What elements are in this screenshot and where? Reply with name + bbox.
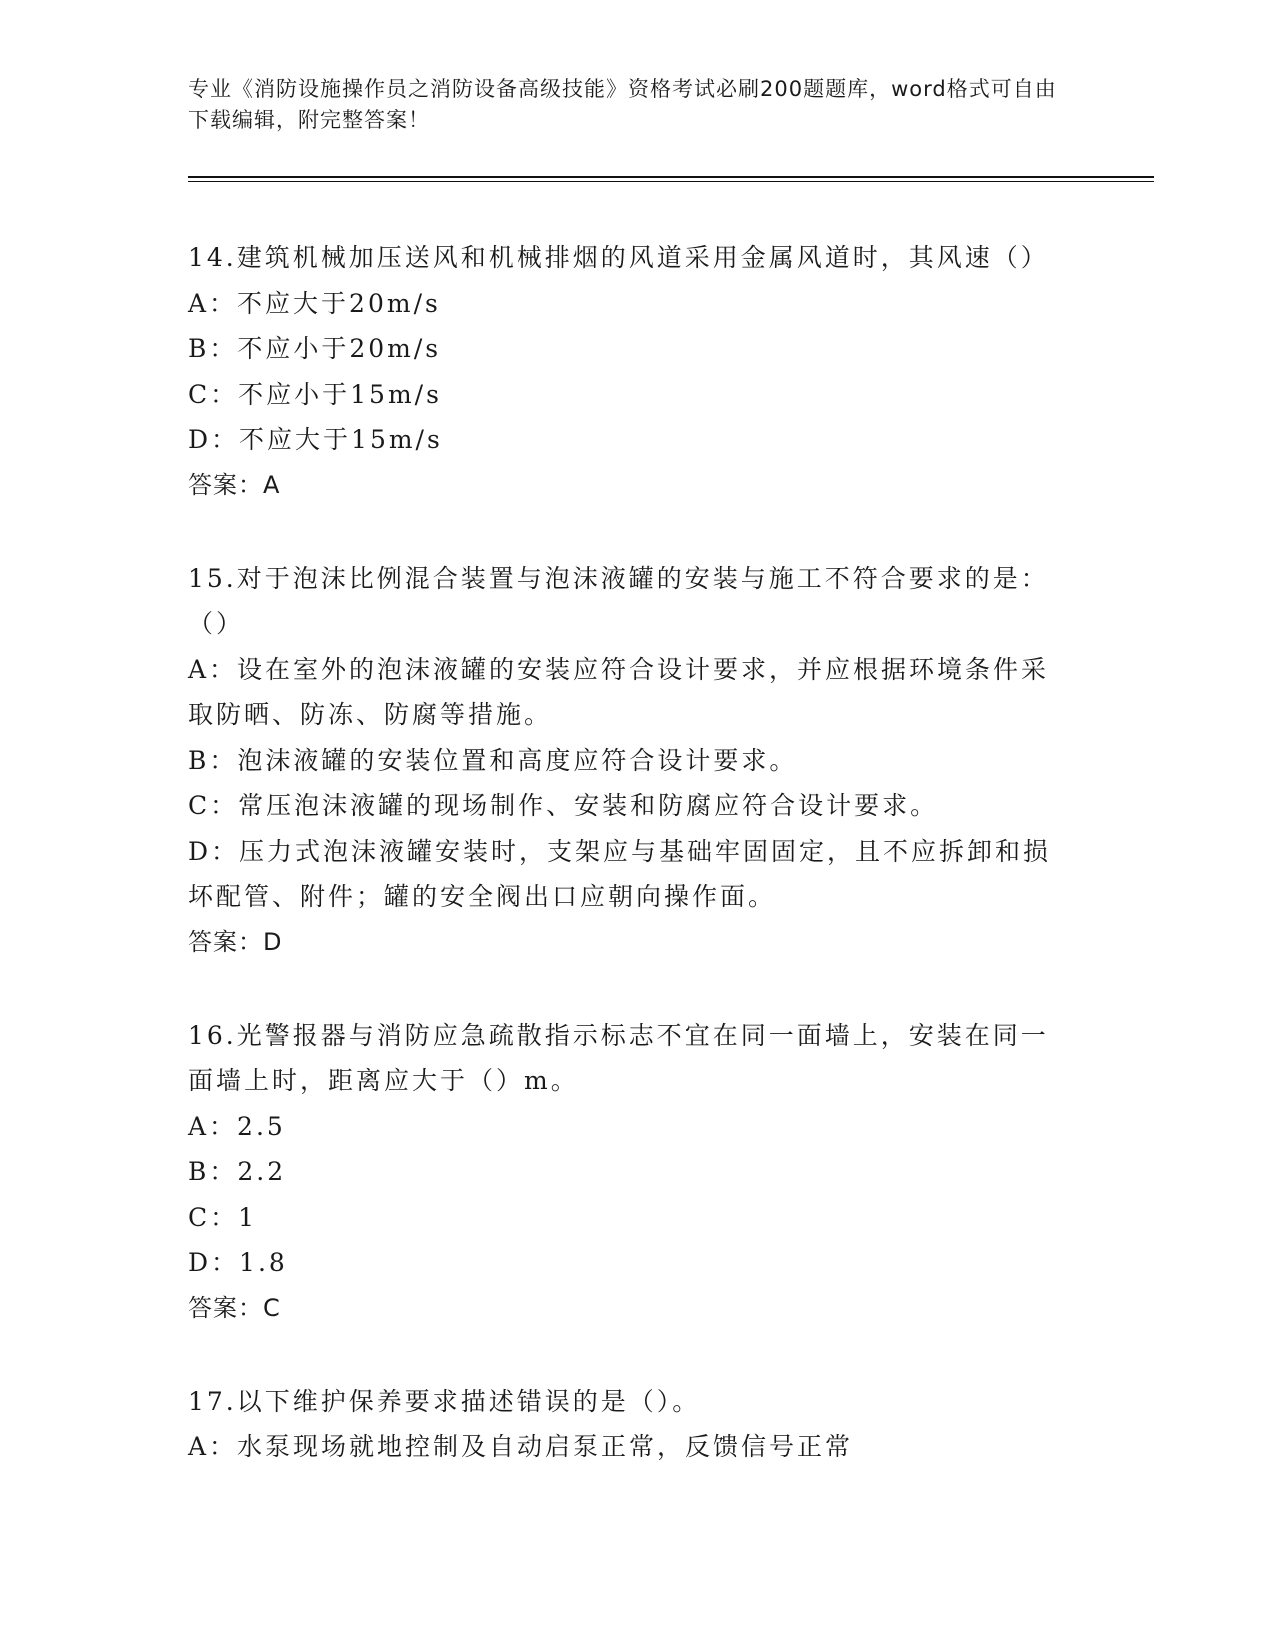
question-16 [188, 1013, 1068, 1331]
answer: 答案：A [188, 470, 281, 499]
option-d: D：压力式泡沫液罐安装时，支架应与基础牢固固定，且不应拆卸和损 [188, 836, 1052, 866]
question-list [188, 235, 1068, 1518]
option-a-continued: 取防晒、防冻、防腐等措施。 [188, 700, 553, 729]
question-15 [188, 556, 1068, 965]
option-a: A：设在室外的泡沫液罐的安装应符合设计要求，并应根据环境条件采 [188, 654, 1050, 684]
header-divider-thick [188, 176, 1154, 178]
option-c: C：常压泡沫液罐的现场制作、安装和防腐应符合设计要求。 [188, 791, 939, 820]
option-d-continued: 坏配管、附件；罐的安全阀出口应朝向操作面。 [188, 882, 777, 911]
option-a: A：水泵现场就地控制及自动启泵正常，反馈信号正常 [188, 1432, 854, 1461]
option-b: B：泡沫液罐的安装位置和高度应符合设计要求。 [188, 745, 798, 775]
question-stem-continued: （） [188, 609, 245, 638]
answer: 答案：D [188, 927, 283, 956]
answer: 答案：C [188, 1293, 281, 1322]
option-b: B：2.2 [188, 1157, 287, 1186]
option-d: D：1.8 [188, 1248, 288, 1277]
question-stem: 17.以下维护保养要求描述错误的是（）。 [188, 1386, 701, 1416]
header-divider-thin [188, 181, 1154, 182]
question-14 [188, 235, 1068, 508]
option-c: C：1 [188, 1202, 258, 1232]
option-c: C：不应小于15m/s [188, 379, 442, 409]
document-header: 专业《消防设施操作员之消防设备高级技能》资格考试必刷200题题库，word格式可自由下载编辑，附完整答案！ [188, 77, 1057, 132]
question-stem: 14.建筑机械加压送风和机械排烟的风道采用金属风道时，其风速（） [188, 243, 1049, 272]
option-a: A：2.5 [188, 1111, 286, 1141]
option-d: D：不应大于15m/s [188, 425, 443, 454]
option-b: B：不应小于20m/s [188, 334, 442, 363]
question-17 [188, 1379, 1068, 1470]
question-stem: 15.对于泡沫比例混合装置与泡沫液罐的安装与施工不符合要求的是： [188, 563, 1049, 593]
question-stem-continued: 面墙上时，距离应大于（）m。 [188, 1066, 579, 1095]
option-a: A：不应大于20m/s [188, 288, 441, 318]
question-stem: 16.光警报器与消防应急疏散指示标志不宜在同一面墙上，安装在同一 [188, 1020, 1049, 1050]
